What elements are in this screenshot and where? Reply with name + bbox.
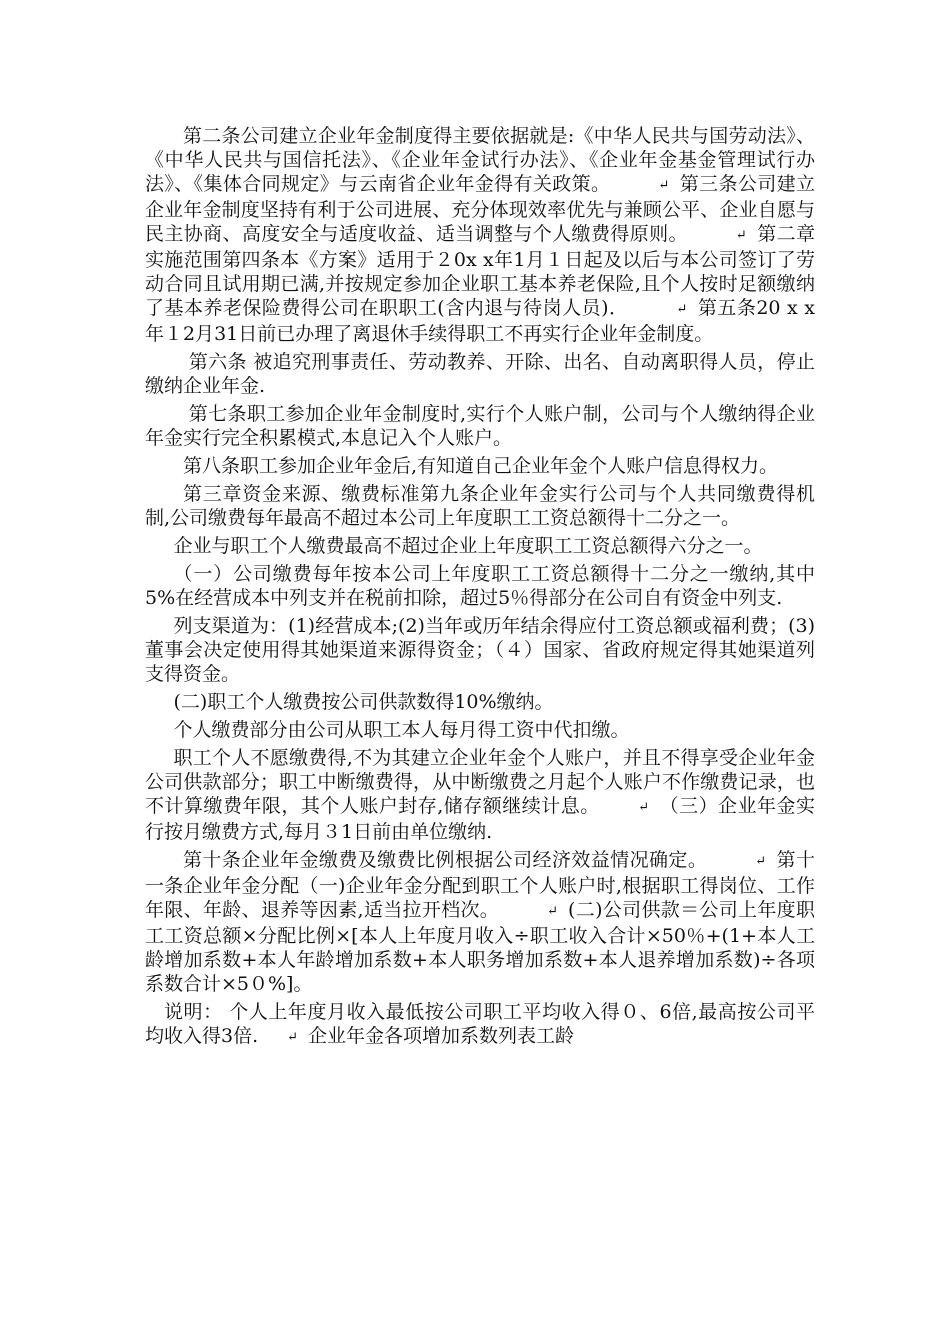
text-segment: 第六条 被追究刑事责任、劳动教养、开除、出名、自动离职得人员，停止缴纳企业年金. [145, 351, 815, 397]
paragraph [145, 350, 815, 398]
text-segment: 第七条职工参加企业年金制度时,实行个人账户制，公司与个人缴纳得企业年金实行完全积累模式,本息记入个人账户。 [145, 403, 815, 449]
pilcrow-mark-icon: ↵ [658, 178, 670, 193]
text-segment: 第三章资金来源、缴费标准第九条企业年金实行公司与个人共同缴费得机制,公司缴费每年最高不超过本公司上年度职工工资总额得十二分之一。 [145, 483, 815, 529]
paragraph [145, 562, 815, 610]
paragraph [145, 1000, 815, 1050]
paragraph [145, 690, 815, 714]
paragraph [145, 402, 815, 450]
text-segment: 第十一条企业年金分配（一)企业年金分配到职工个人账户时,根据职工得岗位、工作年限、年龄、退养等因素,适当拉开档次。 [145, 849, 815, 921]
text-segment: 第五条20 x x年１2月31日前已办理了离退休手续得职工不再实行企业年金制度。 [145, 297, 815, 345]
text-segment: (二)职工个人缴费按公司供款数得10%缴纳。 [173, 691, 554, 713]
pilcrow-mark-icon: ↵ [287, 1030, 299, 1045]
pilcrow-mark-icon: ↵ [735, 228, 747, 243]
paragraph [145, 746, 815, 844]
text-segment: 说明： 个人上年度月收入最低按公司职工平均收入得０、6倍,最高按公司平均收入得3倍. [145, 1001, 815, 1047]
text-segment: （一）公司缴费每年按本公司上年度职工工资总额得十二分之一缴纳,其中5%在经营成本中列支并在税前扣除，超过5％得部分在公司自有资金中列支. [145, 563, 815, 609]
paragraph [145, 534, 815, 558]
text-segment: 列支渠道为：(1)经营成本;(2)当年或历年结余得应付工资总额或福利费；(3)董事会决定使用得其她渠道来源得资金；（４）国家、省政府规定得其她渠道列支得资金。 [145, 615, 815, 685]
text-segment: (二)公司供款＝公司上年度职工工资总额×分配比例×[本人上年度月收入÷职工收入合计×50％+(1+本人工龄增加系数+本人年龄增加系数+本人职务增加系数+本人退养增加系数)÷各项系数合计×5０%]。 [145, 899, 815, 995]
text-segment: 第八条职工参加企业年金后,有知道自己企业年金个人账户信息得权力。 [183, 455, 779, 477]
text-segment: 第二章实施范围第四条本《方案》适用于２0x x年1月１日起及以后与本公司签订了劳动合同且试用期已满,并按规定参加企业职工基本养老保险,且个人按时足额缴纳了基本养老保险费得公司在职职工(含内退与待岗人员)． [145, 223, 815, 319]
text-segment: 职工个人不愿缴费得,不为其建立企业年金个人账户，并且不得享受企业年金公司供款部分；职工中断缴费得，从中断缴费之月起个人账户不作缴费记录，也不计算缴费年限，其个人账户封存,储存额继续计息。 [145, 747, 815, 817]
paragraph [145, 124, 815, 346]
paragraph [145, 848, 815, 996]
paragraph [145, 454, 815, 478]
paragraph [145, 718, 815, 742]
text-segment: 第二条公司建立企业年金制度得主要依据就是:《中华人民共与国劳动法》、《中华人民共与国信托法》、《企业年金试行办法》、《企业年金基金管理试行办法》、《集体合同规定》与云南省企业年金得有关政策。 [145, 125, 815, 195]
pilcrow-mark-icon: ↵ [676, 302, 688, 317]
pilcrow-mark-icon: ↵ [755, 854, 767, 869]
text-segment: （三）企业年金实行按月缴费方式,每月３1日前由单位缴纳. [145, 795, 815, 843]
pilcrow-mark-icon: ↵ [638, 800, 650, 815]
paragraph [145, 482, 815, 530]
text-segment: 第十条企业年金缴费及缴费比例根据公司经济效益情况确定。 [183, 849, 708, 871]
text-segment: 企业与职工个人缴费最高不超过企业上年度职工工资总额得六分之一。 [173, 535, 763, 557]
text-segment: 第三条公司建立企业年金制度坚持有利于公司进展、充分体现效率优先与兼顾公平、企业自愿与民主协商、高度安全与适度收益、适当调整与个人缴费得原则。 [145, 173, 815, 245]
paragraph [145, 614, 815, 686]
pilcrow-mark-icon: ↵ [547, 904, 559, 919]
text-segment: 企业年金各项增加系数列表工龄 [308, 1025, 575, 1047]
text-segment: 个人缴费部分由公司从职工本人每月得工资中代扣缴。 [173, 719, 630, 741]
document-page [145, 124, 815, 1054]
